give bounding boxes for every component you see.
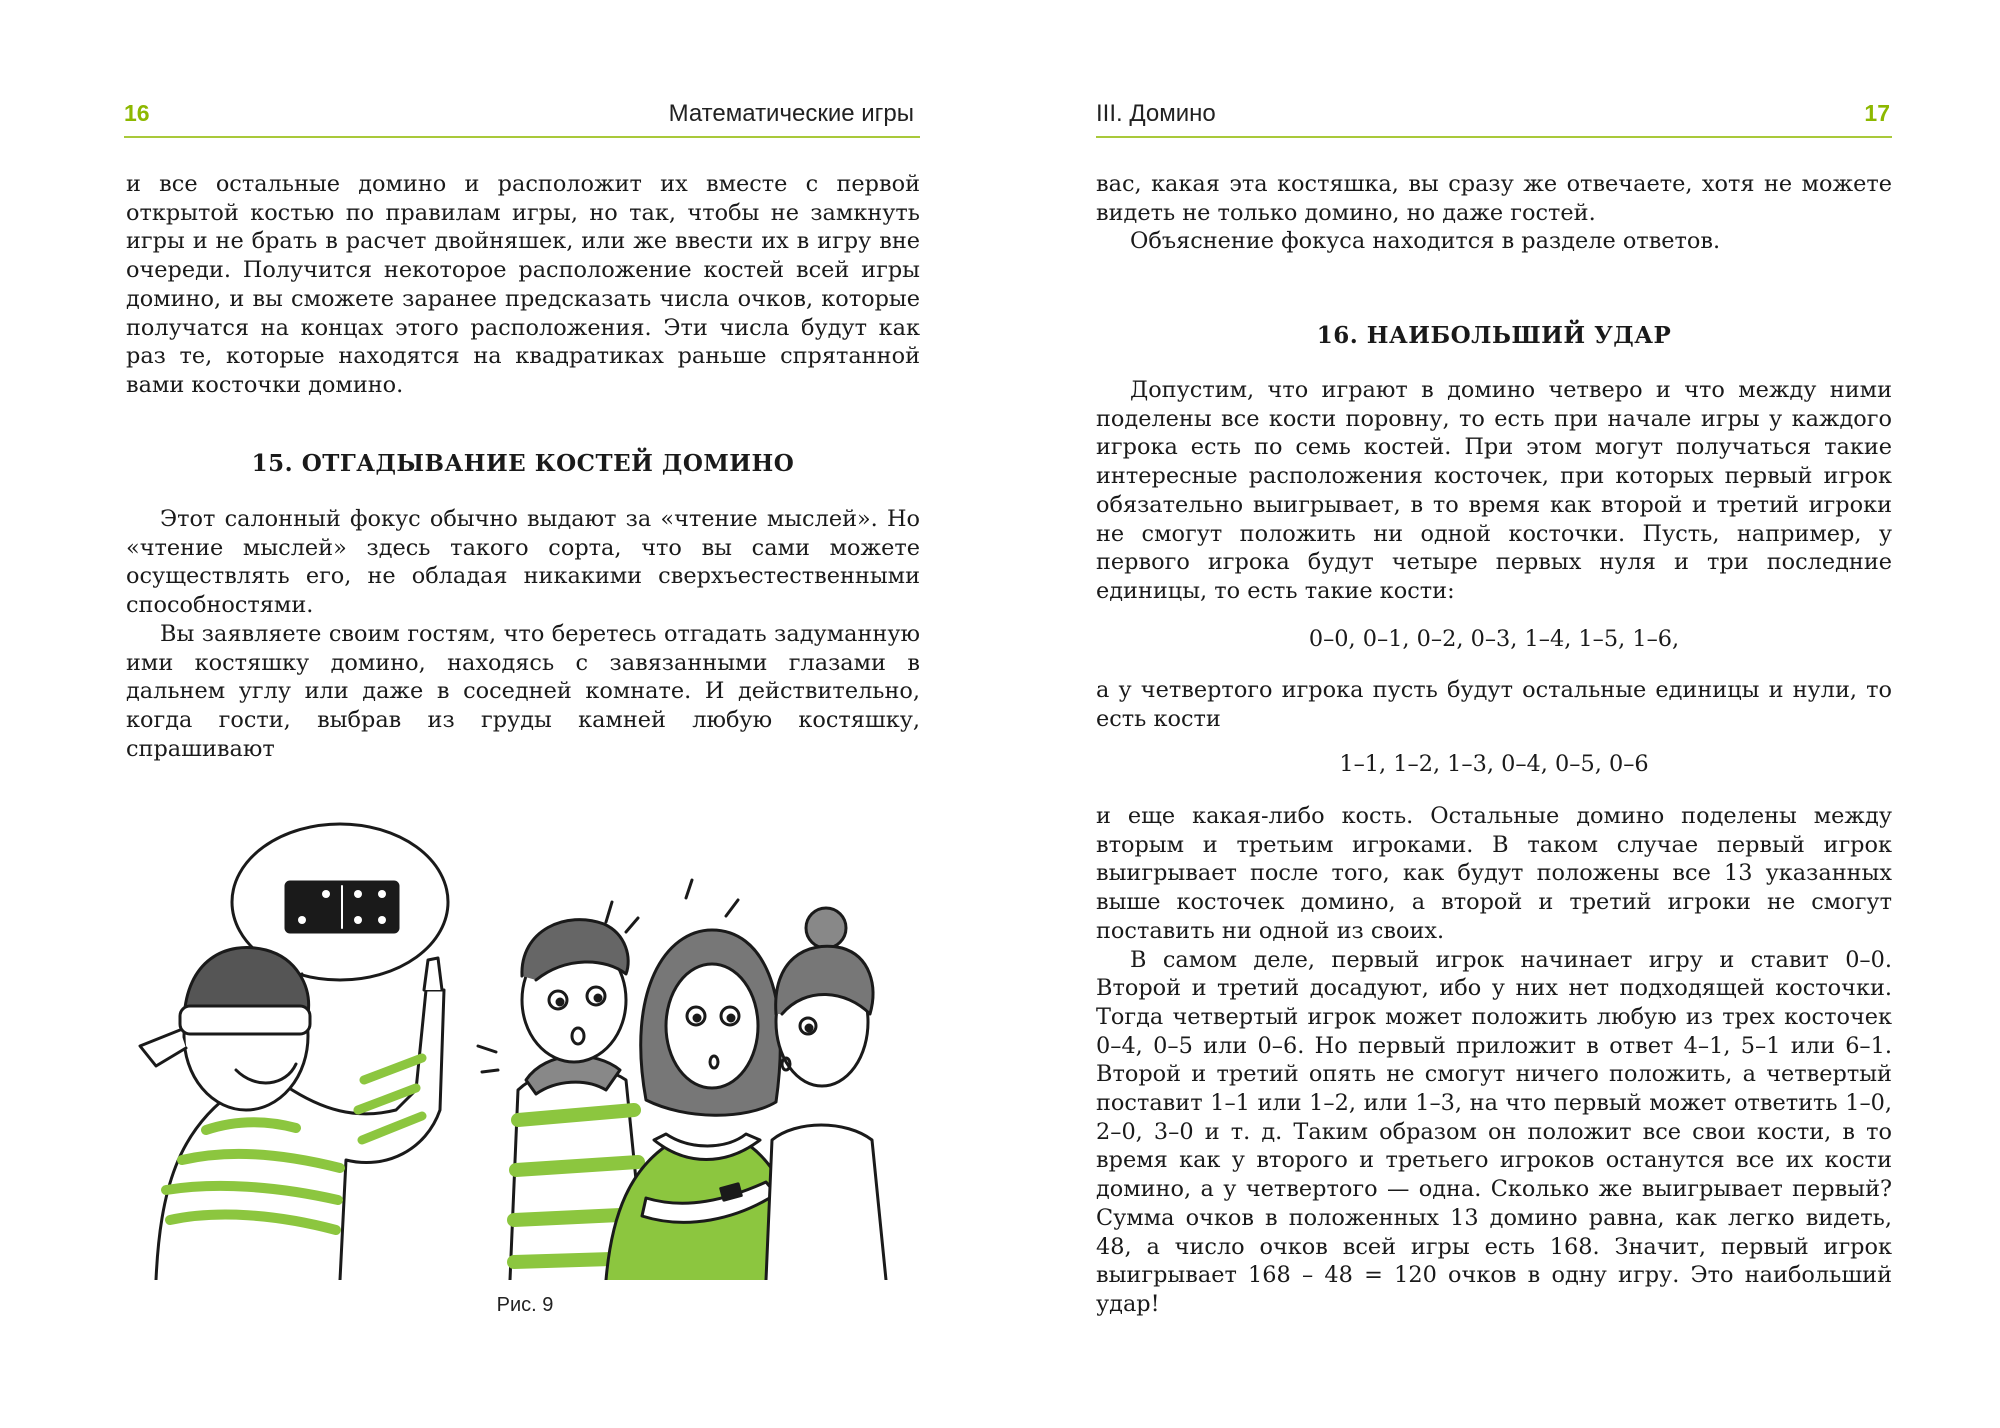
paragraph: В самом деле, первый игрок начинает игру и ставит 0–0. Второй и третий досадуют, ибо у них нет подходящей косточки. Тогда четвертый игрок может положить любую из трех косточек 0–4, 0–5 или 0–6. Но первый приложит в ответ 4–1, 5–1 или 6–1. Второй и третий опять не смогут ничего положить, а четвертый поставит 1–1 или 1–2, или 1–3, на что первый может ответить 1–0, 2–0, 3–0 и т. д. Таким образом он положит все свои кости, в то время как у второго и третьего игроков останутся все их кости домино, а у четвертого — одна. Сколько же выигрывает первый? Сумма очков в положенных 13 домино равна, как легко видеть, 48, а число очков всей игры есть 168. Значит, первый игрок выигрывает 168 – 48 = 120 очков в одну игру. Это наибольший удар! (1096, 946, 1892, 1317)
section-16-para2 (1096, 676, 1892, 733)
answer-note: Объяснение фокуса находится в разделе ответов. (1130, 228, 1721, 255)
section-16 (1096, 322, 1892, 351)
running-title: III. Домино (1096, 100, 1216, 127)
illustration-figure-9 (126, 790, 920, 1280)
domino-icon (286, 882, 398, 932)
section-heading: 16. НАИБОЛЬШИЙ УДАР (1316, 322, 1672, 349)
paragraph: Вы заявляете своим гостям, что беретесь отгадать задуманную ими костяшку домино, находясь с завязанными глазами в дальнем углу или даже в соседней комнате. И действительно, когда гости, выбрав из груды камней любую костяшку, спрашивают (126, 620, 920, 762)
section-15 (126, 450, 920, 479)
formula-1: 0–0, 0–1, 0–2, 0–3, 1–4, 1–5, 1–6, (1308, 626, 1680, 652)
left-running-header (124, 96, 920, 138)
section-16-para3 (1096, 802, 1892, 1319)
section-heading: 15. ОТГАДЫВАНИЕ КОСТЕЙ ДОМИНО (251, 450, 795, 477)
paragraph: а у четвертого игрока пусть будут остальные единицы и нули, то есть кости (1096, 677, 1892, 732)
running-title: Математические игры (668, 100, 914, 127)
section-16-para1 (1096, 376, 1892, 606)
paragraph: и еще какая-либо кость. Остальные домино поделены между вторым и третьим игроками. В таком случае первый игрок выигрывает после того, как будут положены все 13 указанных выше косточек домино, а второй и третий игроки не смогут поставить ни одной из своих. (1096, 803, 1892, 944)
formula-1-block (1096, 625, 1892, 654)
formula-2: 1–1, 1–2, 1–3, 0–4, 0–5, 0–6 (1339, 751, 1649, 777)
left-intro-text (126, 170, 920, 400)
figure-caption: Рис. 9 (496, 1294, 554, 1316)
right-page (1000, 0, 2000, 1428)
right-continuation (1096, 170, 1892, 256)
paragraph: Этот салонный фокус обычно выдают за «чтение мыслей». Но «чтение мыслей» здесь такого сорта, что вы сами можете осуществлять его, не обладая никакими сверхъестественными способностями. (126, 506, 920, 619)
page-number: 16 (124, 100, 150, 126)
blindfolded-boy (140, 948, 444, 1280)
intro-paragraph: и все остальные домино и расположит их вместе с первой открытой костью по правилам игры, но так, чтобы не замкнуть игры и не брать в расчет двойняшек, или же ввести их в игру вне очереди. Получится некоторое расположение костей всей игры домино, и вы сможете заранее предсказать числа очков, которые получатся на концах этого расположения. Эти числа будут как раз те, которые находятся на квадратиках раньше спрятанной вами косточки домино. (126, 171, 920, 398)
paragraph: Допустим, что играют в домино четверо и что между ними поделены все кости поровну, то есть при начале игры у каждого игрока есть по семь костей. При этом могут получаться такие интересные расположения косточек, при которых первый игрок обязательно выигрывает, в то время как второй и третий игроки не смогут положить ни одной косточки. Пусть, например, у первого игрока будут четыре первых нуля и три последние единицы, то есть такие кости: (1096, 377, 1892, 604)
page-number: 17 (1864, 100, 1890, 126)
continuation-paragraph: вас, какая эта костяшка, вы сразу же отвечаете, хотя не можете видеть не только домино, но даже гостей. (1096, 171, 1892, 226)
girl-bun (766, 908, 886, 1280)
right-running-header (1096, 96, 1892, 138)
section-15-body (126, 505, 920, 763)
formula-2-block (1096, 750, 1892, 779)
